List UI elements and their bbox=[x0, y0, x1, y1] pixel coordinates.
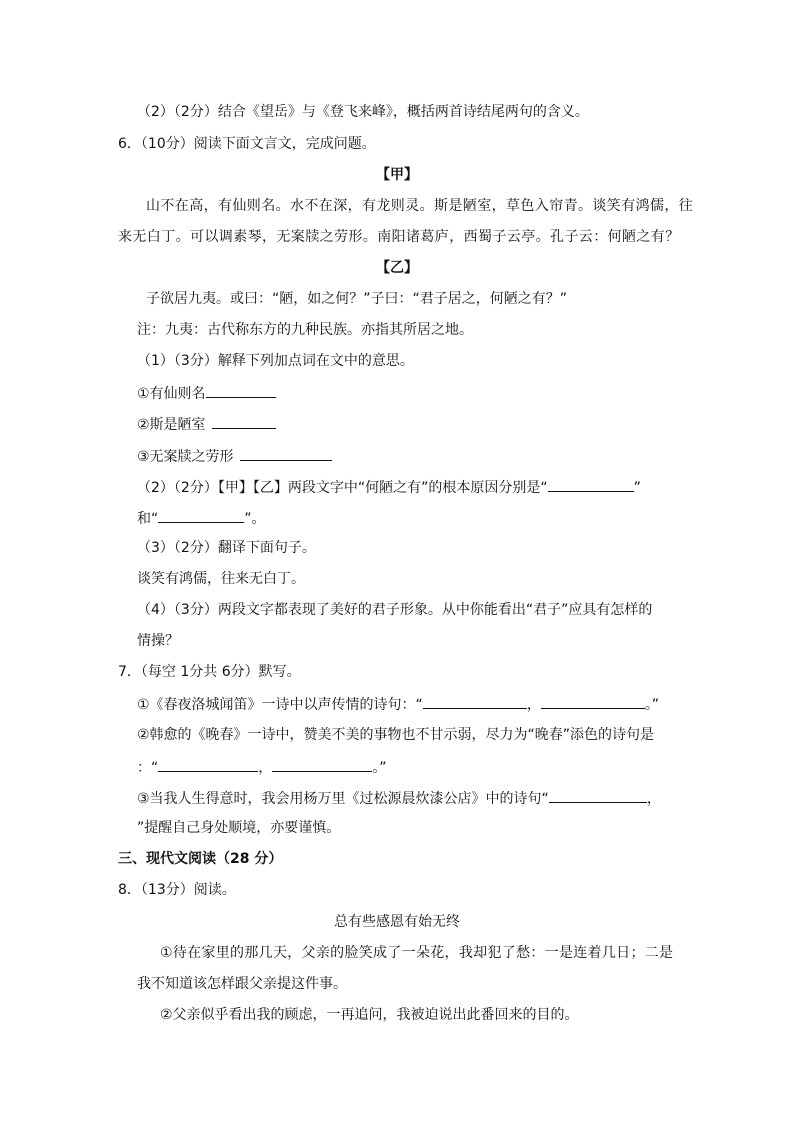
q7-item-1-text: ①《春夜洛城闻笛》一诗中以声传情的诗句：“ bbox=[137, 697, 423, 713]
jia-line-1: 山不在高，有仙则名。水不在深，有龙则灵。斯是陋室，草色入帘青。谈笑有鸿儒，往 bbox=[146, 198, 694, 214]
answer-blank[interactable] bbox=[541, 694, 645, 709]
q6-sub4-line-2: 情操？ bbox=[137, 633, 179, 649]
q6-sub1: （1）（3分）解释下列加点词在文中的意思。 bbox=[137, 353, 414, 369]
q6-sub2-end: ”。 bbox=[244, 511, 266, 527]
q7-item-2-line-1: ②韩愈的《晚春》一诗中，赞美不美的事物也不甘示弱，尽力为“晚春”添色的诗句是 bbox=[137, 727, 655, 743]
article-p1-line-2: 我不知道该怎样跟父亲提这件事。 bbox=[137, 976, 347, 992]
q7-item-1 bbox=[137, 694, 659, 714]
answer-blank[interactable] bbox=[158, 757, 258, 772]
answer-blank[interactable] bbox=[548, 477, 634, 492]
jia-line-2: 来无白丁。可以调素琴，无案牍之劳形。南阳诸葛庐，西蜀子云亭。孔子云：何陋之有？ bbox=[118, 229, 680, 245]
q7-item-2-line-2 bbox=[137, 757, 387, 777]
q7-item-2-open: ：“ bbox=[137, 760, 159, 776]
q6-sub3: （3）（2分）翻译下面句子。 bbox=[137, 540, 316, 556]
q5-sub2: （2）（2分）结合《望岳》与《登飞来峰》，概括两首诗结尾两句的含义。 bbox=[137, 104, 589, 120]
answer-blank[interactable] bbox=[423, 694, 527, 709]
yi-heading: 【乙】 bbox=[376, 260, 418, 276]
yi-line-1: 子欲居九夷。或曰：“陋，如之何？”子曰：“君子居之，何陋之有？” bbox=[146, 291, 568, 307]
q6-sub2-line-2 bbox=[137, 508, 266, 528]
q8-title: 8．（13分）阅读。 bbox=[118, 882, 236, 898]
article-p1-line-1: ①待在家里的那几天，父亲的脸笑成了一朵花，我却犯了愁：一是连着几日；二是 bbox=[160, 945, 674, 961]
q6-item-2-text: ②斯是陋室 bbox=[137, 417, 206, 433]
q6-sub3-sentence: 谈笑有鸿儒，往来无白丁。 bbox=[137, 571, 305, 587]
section-3-heading: 三、现代文阅读（28 分） bbox=[118, 851, 283, 867]
q7-item-1-sep: ， bbox=[526, 697, 541, 713]
q6-sub2-close-quote: ” bbox=[633, 480, 641, 496]
q6-sub4-line-1: （4）（3分）两段文字都表现了美好的君子形象。从中你能看出“君子”应具有怎样的 bbox=[137, 602, 653, 618]
answer-blank[interactable] bbox=[272, 757, 372, 772]
q6-item-3-text: ③无案牍之劳形 bbox=[137, 449, 234, 465]
q6-sub2-text: （2）（2分）【甲】【乙】两段文字中“何陋之有”的根本原因分别是“ bbox=[137, 480, 548, 496]
q7-item-3-text: ③当我人生得意时，我会用杨万里《过松源晨炊漆公店》中的诗句“ bbox=[137, 791, 549, 807]
q7-item-3-line-1 bbox=[137, 788, 661, 808]
q7-item-2-sep: ， bbox=[258, 760, 273, 776]
answer-blank[interactable] bbox=[212, 414, 276, 429]
q7-item-2-end: 。” bbox=[372, 760, 387, 776]
q6-item-1-text: ①有仙则名 bbox=[137, 386, 206, 402]
q6-sub2-line-1 bbox=[137, 477, 641, 497]
q7-item-1-end: 。” bbox=[644, 697, 660, 713]
answer-blank[interactable] bbox=[240, 446, 332, 461]
answer-blank[interactable] bbox=[549, 788, 647, 803]
q7-item-3-sep: ， bbox=[646, 791, 661, 807]
q6-item-1 bbox=[137, 383, 276, 403]
answer-blank[interactable] bbox=[158, 508, 244, 523]
q6-item-2 bbox=[137, 414, 276, 434]
jia-heading: 【甲】 bbox=[376, 167, 418, 183]
q6-title: 6．（10分）阅读下面文言文，完成问题。 bbox=[118, 136, 376, 152]
answer-blank[interactable] bbox=[206, 383, 276, 398]
note: 注：九夷：古代称东方的九种民族。亦指其所居之地。 bbox=[137, 322, 473, 338]
q7-title: 7．（每空 1分共 6分）默写。 bbox=[118, 664, 301, 680]
article-p2-line-1: ②父亲似乎看出我的顾虑，一再追问，我被迫说出此番回来的目的。 bbox=[160, 1007, 579, 1023]
article-title: 总有些感恩有始无终 bbox=[334, 914, 460, 930]
q6-item-3 bbox=[137, 446, 332, 466]
q7-item-3-line-2: ”提醒自己身处顺境，亦要谨慎。 bbox=[137, 820, 341, 836]
q6-sub2-and: 和“ bbox=[137, 511, 159, 527]
